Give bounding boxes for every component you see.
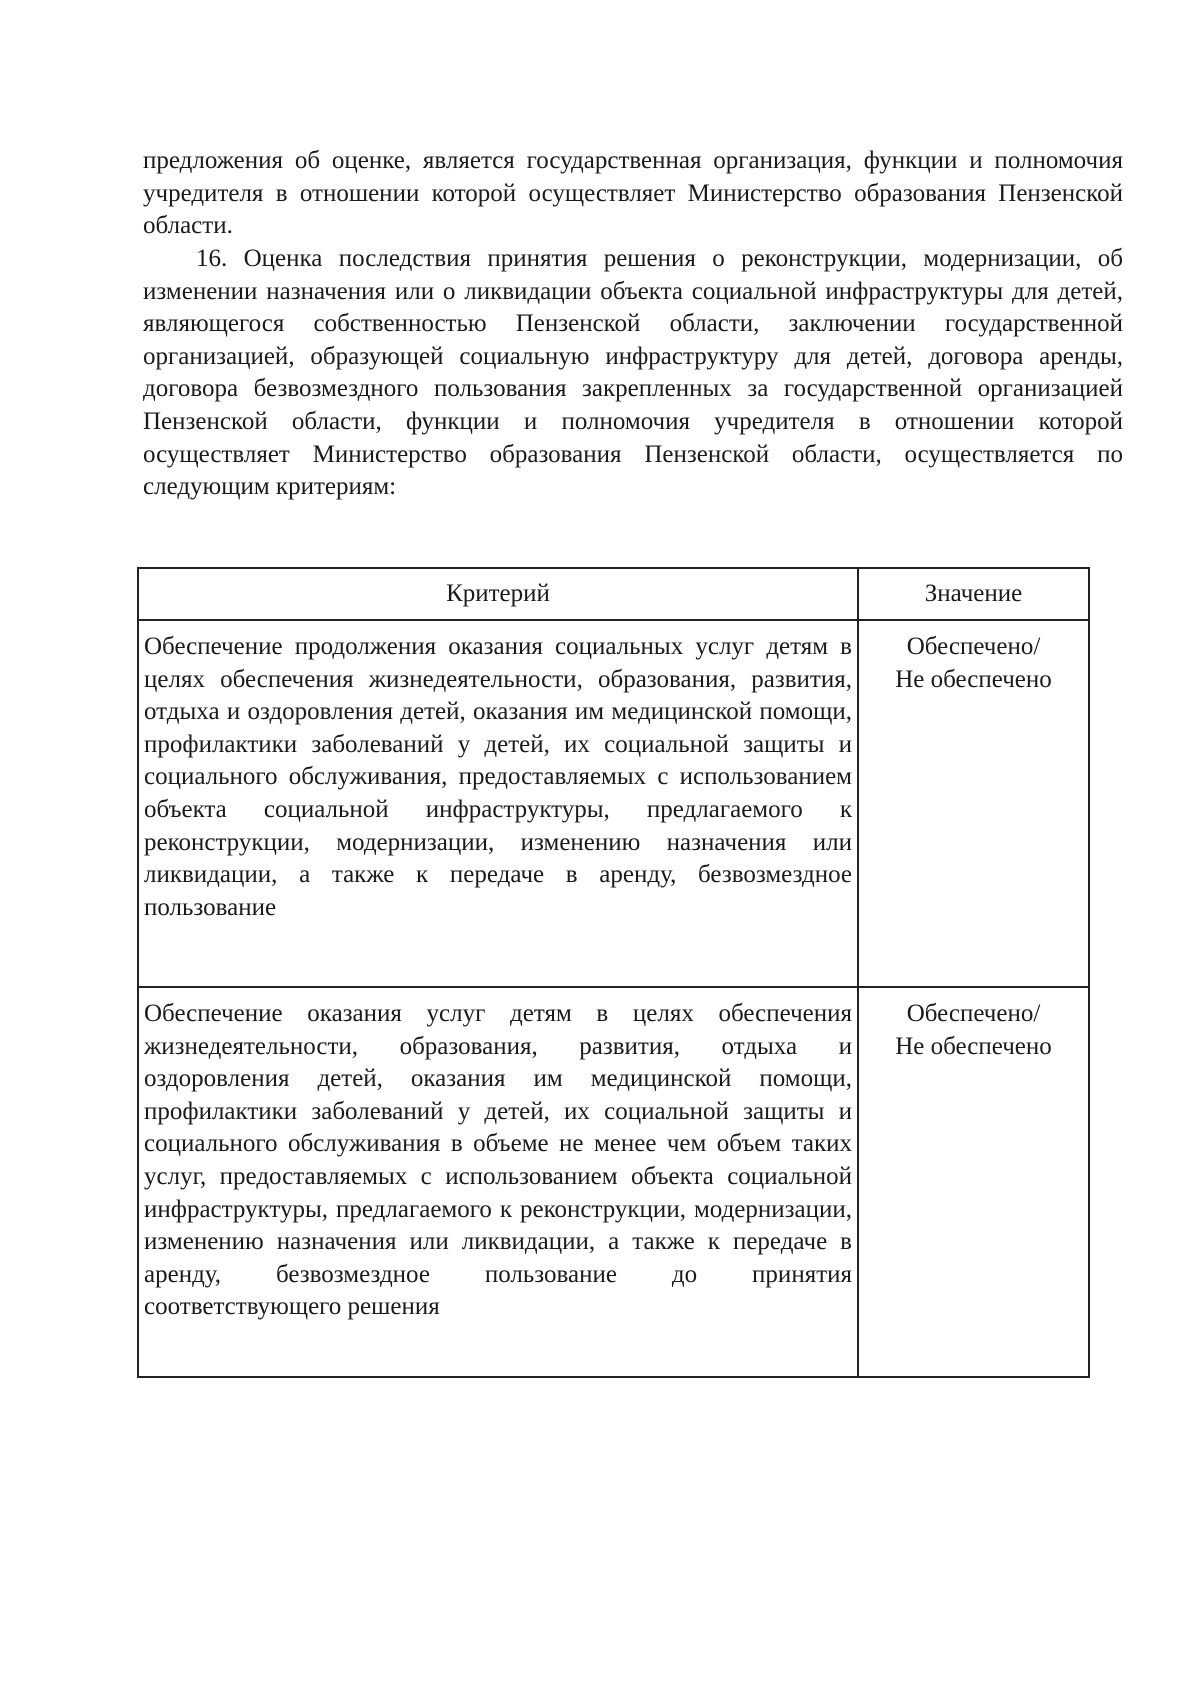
value-cell xyxy=(858,987,1089,1377)
header-criterion: Критерий xyxy=(138,568,858,620)
criterion-cell: Обеспечение продолжения оказания социальных услуг детям в целях обеспечения жизнедеятельности, образования, развития, отдыха и оздоровления детей, оказания им медицинской помощи, профилактики заболеваний у детей, их социальной защиты и социального обслуживания, предоставляемых с использованием объекта социальной инфраструктуры, предлагаемого к реконструкции, модернизации, изменению назначения или ликвидации, а также к передаче в аренду, безвозмездное пользование xyxy=(138,620,858,987)
table-header-row xyxy=(138,568,1089,620)
table-row xyxy=(138,620,1089,987)
value-cell xyxy=(858,620,1089,987)
value-option-provided: Обеспечено/ xyxy=(906,1000,1041,1027)
table-row xyxy=(138,987,1089,1377)
criterion-cell: Обеспечение оказания услуг детям в целях обеспечения жизнедеятельности, образования, развития, отдыха и оздоровления детей, оказания им медицинской помощи, профилактики заболеваний у детей, их социальной защиты и социального обслуживания в объеме не менее чем объем таких услуг, предоставляемых с использованием объекта социальной инфраструктуры, предлагаемого к реконструкции, модернизации, изменению назначения или ликвидации, а также к передаче в аренду, безвозмездное пользование до принятия соответствующего решения xyxy=(138,987,858,1377)
value-option-not-provided: Не обеспечено xyxy=(895,665,1052,693)
criteria-table xyxy=(137,567,1090,1378)
paragraph-continuation: предложения об оценке, является государственная организация, функции и полномочия учредителя в отношении которой осуществляет Министерство образования Пензенской области. xyxy=(143,147,1123,240)
value-option-provided: Обеспечено/ xyxy=(906,633,1041,660)
paragraph-item-16: 16. Оценка последствия принятия решения о реконструкции, модернизации, об изменении назначения или о ликвидации объекта социальной инфраструктуры для детей, являющегося собственностью Пензенской области, заключении государственной организацией, образующей социальную инфраструктуру для детей, договора аренды, договора безвозмездного пользования закрепленных за государственной организацией Пензенской области, функции и полномочия учредителя в отношении которой осуществляет Министерство образования Пензенской области, осуществляется по следующим критериям: xyxy=(143,245,1123,501)
header-value: Значение xyxy=(858,568,1089,620)
value-option-not-provided: Не обеспечено xyxy=(895,1032,1052,1060)
